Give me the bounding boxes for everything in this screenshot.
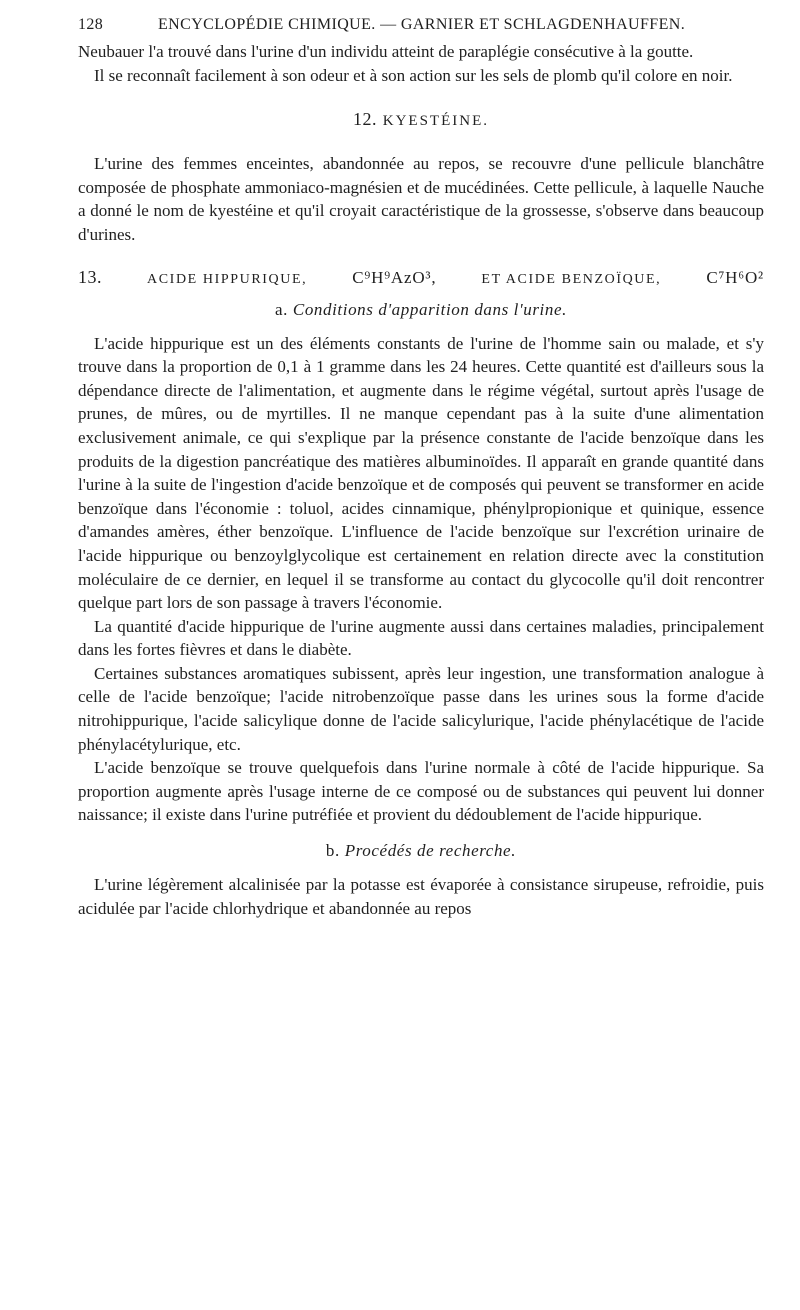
intro-paragraph-2: Il se reconnaît facilement à son odeur et à son action sur les sels de plomb qu'il colore en noir.: [94, 65, 733, 85]
running-title: ENCYCLOPÉDIE CHIMIQUE. — GARNIER ET SCHLAGDENHAUFFEN.: [158, 16, 686, 33]
section-12-paragraph: L'urine des femmes enceintes, abandonnée au repos, se recouvre d'une pellicule blanchâtre composée de phosphate ammoniaco-magnésien et de mucédinées. Cette pellicule, à laquelle Nauche a donné le nom de kyestéine et qu'il croyait caractéristique de la grossesse, s'observe dans beaucoup d'urines.: [78, 154, 764, 244]
subsection-b-letter: b.: [325, 841, 340, 861]
page: [78, 16, 764, 920]
subsection-a-paragraph-1: L'acide hippurique est un des éléments constants de l'urine de l'homme sain ou malade, et s'y trouve dans la proportion de 0,1 à 1 gramme dans les 24 heures. Cette quantité est d'ailleurs sous la dépendance directe de l'alimentation, et augmente dans le régime végétal, surtout après l'usage de prunes, de mûres, ou de myrtilles. Il ne manque cependant pas à la suite d'une alimentation exclusivement animale, ce qui s'explique par la présence constante de l'acide benzoïque dans les produits de la digestion pancréatique des matières albuminoïdes. Il apparaît en grande quantité dans l'urine à la suite de l'ingestion d'acide benzoïque et de composés qui peuvent se transformer en acide benzoïque dans l'économie : toluol, acides cinnamique, phénylpropionique et quinique, essence d'amandes amères, éther benzoïque. L'influence de l'acide benzoïque sur l'excrétion urinaire de l'acide hippurique ou benzoylglycolique est certainement en relation directe avec la constitution moléculaire de ce dernier, en lequel il se transforme au contact du glycocolle qu'il doit rencontrer quelque part lors de son passage à travers l'économie.: [78, 333, 764, 613]
subsection-b-heading: [78, 841, 764, 861]
subsection-a-letter: a.: [275, 299, 289, 319]
subsection-a-heading: [78, 300, 764, 320]
intro-paragraph-1: Neubauer l'a trouvé dans l'urine d'un individu atteint de paraplégie consécutive à la goutte.: [78, 42, 694, 61]
hippuric-acid-formula: C⁹H⁹AzO³,: [352, 267, 437, 287]
page-number: 128: [78, 16, 104, 33]
section-12-title: KYESTÉINE.: [382, 113, 489, 130]
subsection-a-paragraph-2: La quantité d'acide hippurique de l'urine augmente aussi dans certaines maladies, principalement dans les fortes fièvres et dans le diabète.: [78, 616, 764, 660]
subsection-a-paragraph-4: L'acide benzoïque se trouve quelquefois dans l'urine normale à côté de l'acide hippurique. Sa proportion augmente après l'usage interne de ce composé ou de substances qui peuvent lui donner naissance; il existe dans l'urine putréfiée et provient du dédoublement de l'acide hippurique.: [78, 758, 764, 825]
section-12-heading: [78, 109, 764, 130]
section-12-number: 12.: [353, 109, 377, 130]
subsection-a-paragraph-3: Certaines substances aromatiques subissent, après leur ingestion, une transformation analogue à celle de l'acide benzoïque; l'acide nitrobenzoïque passe dans les urines sous la forme d'acide nitrohippurique, l'acide salicylique donne de l'acide salicylurique, l'acide phénylacétique de l'acide phénylacétylurique, etc.: [78, 663, 764, 754]
benzoic-acid-formula: C⁷H⁶O²: [706, 267, 764, 287]
section-13-number: 13.: [78, 266, 102, 287]
running-header: [78, 16, 764, 34]
section-13-title-part1: ACIDE HIPPURIQUE,: [147, 271, 308, 287]
subsection-b-title: Procédés de recherche.: [344, 841, 517, 861]
section-13-heading: [78, 267, 764, 288]
subsection-b-paragraph-1: L'urine légèrement alcalinisée par la potasse est évaporée à consistance sirupeuse, refroidie, puis acidulée par l'acide chlorhydrique et abandonnée au repos: [78, 875, 764, 918]
section-13-title-part2: ET ACIDE BENZOÏQUE,: [481, 271, 662, 287]
subsection-a-title: Conditions d'apparition dans l'urine.: [292, 299, 567, 319]
